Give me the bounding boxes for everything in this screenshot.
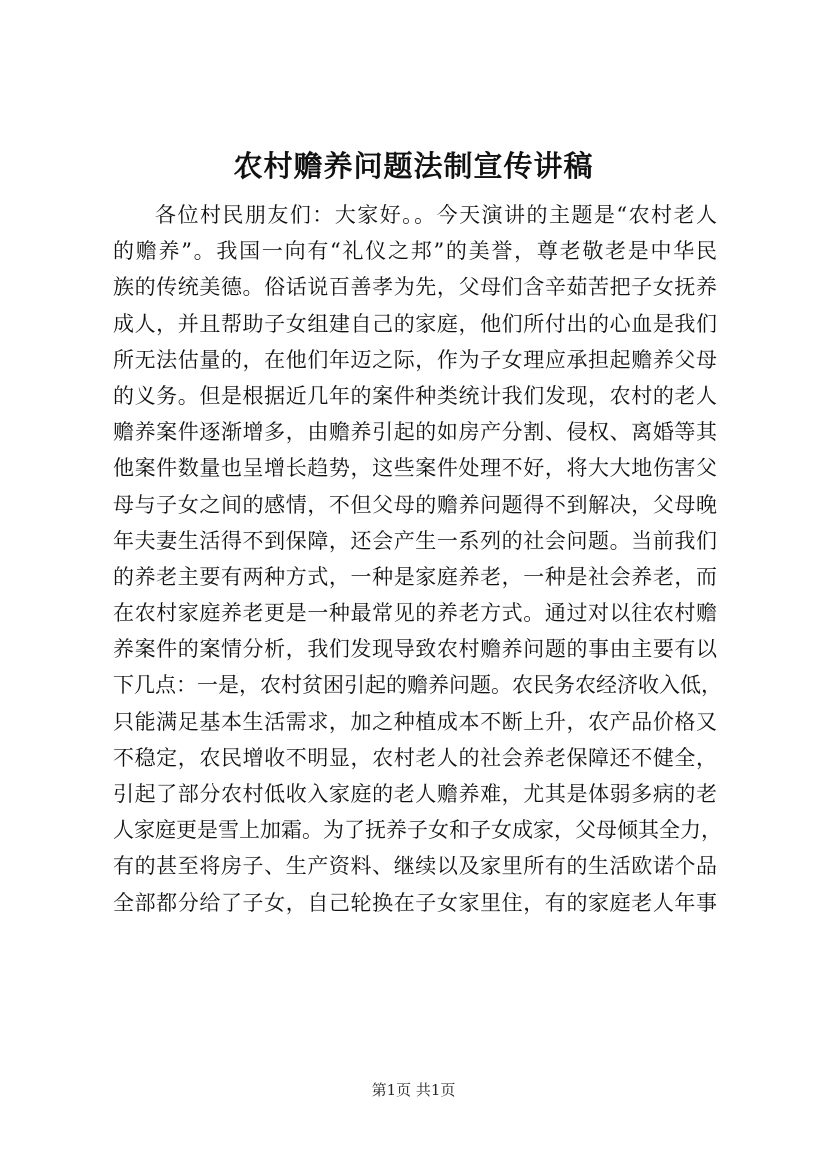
- page-number-label: 第1页 共1页: [371, 1081, 456, 1099]
- document-title: 农村赡养问题法制宣传讲稿: [233, 149, 594, 183]
- body-line: 母与子女之间的感情，不但父母的赡养问题得不到解决，父母晚: [113, 492, 717, 517]
- body-line: 年夫妻生活得不到保障，还会产生一系列的社会问题。当前我们: [113, 528, 717, 553]
- body-line: 各位村民朋友们：大家好。。今天演讲的主题是“农村老人: [155, 203, 717, 227]
- body-line: 只能满足基本生活需求，加之种植成本不断上升，农产品价格又: [113, 709, 717, 734]
- body-line: 全部都分给了子女，自己轮换在子女家里住，有的家庭老人年事: [113, 890, 717, 915]
- body-line: 人家庭更是雪上加霜。为了抚养子女和子女成家，父母倾其全力，: [113, 818, 722, 843]
- page-footer: [0, 1080, 827, 1100]
- body-line: 养案件的案情分析，我们发现导致农村赡养问题的事由主要有以: [113, 637, 717, 662]
- body-line: 有的甚至将房子、生产资料、继续以及家里所有的生活欧诺个品: [113, 854, 717, 879]
- body-line: 下几点：一是，农村贫困引起的赡养问题。农民务农经济收入低，: [113, 673, 722, 698]
- body-line: 所无法估量的，在他们年迈之际，作为子女理应承担起赡养父母: [113, 347, 717, 372]
- body-line: 的养老主要有两种方式，一种是家庭养老，一种是社会养老，而: [113, 564, 717, 589]
- body-line: 他案件数量也呈增长趋势，这些案件处理不好，将大大地伤害父: [113, 456, 717, 481]
- body-line: 的义务。但是根据近几年的案件种类统计我们发现，农村的老人: [113, 383, 717, 408]
- document-body: [113, 197, 722, 921]
- body-line: 赡养案件逐渐增多，由赡养引起的如房产分割、侵权、离婚等其: [113, 420, 717, 445]
- body-line: 在农村家庭养老更是一种最常见的养老方式。通过对以往农村赡: [113, 601, 717, 626]
- body-line: 的赡养”。我国一向有“礼仪之邦”的美誉，尊老敬老是中华民: [113, 239, 717, 264]
- body-line: 成人，并且帮助子女组建自己的家庭，他们所付出的心血是我们: [113, 311, 717, 336]
- body-line: 不稳定，农民增收不明显，农村老人的社会养老保障还不健全，: [113, 745, 717, 770]
- body-line: 族的传统美德。俗话说百善孝为先，父母们含辛茹苦把子女抚养: [113, 275, 717, 300]
- body-line: 引起了部分农村低收入家庭的老人赡养难，尤其是体弱多病的老: [113, 782, 717, 806]
